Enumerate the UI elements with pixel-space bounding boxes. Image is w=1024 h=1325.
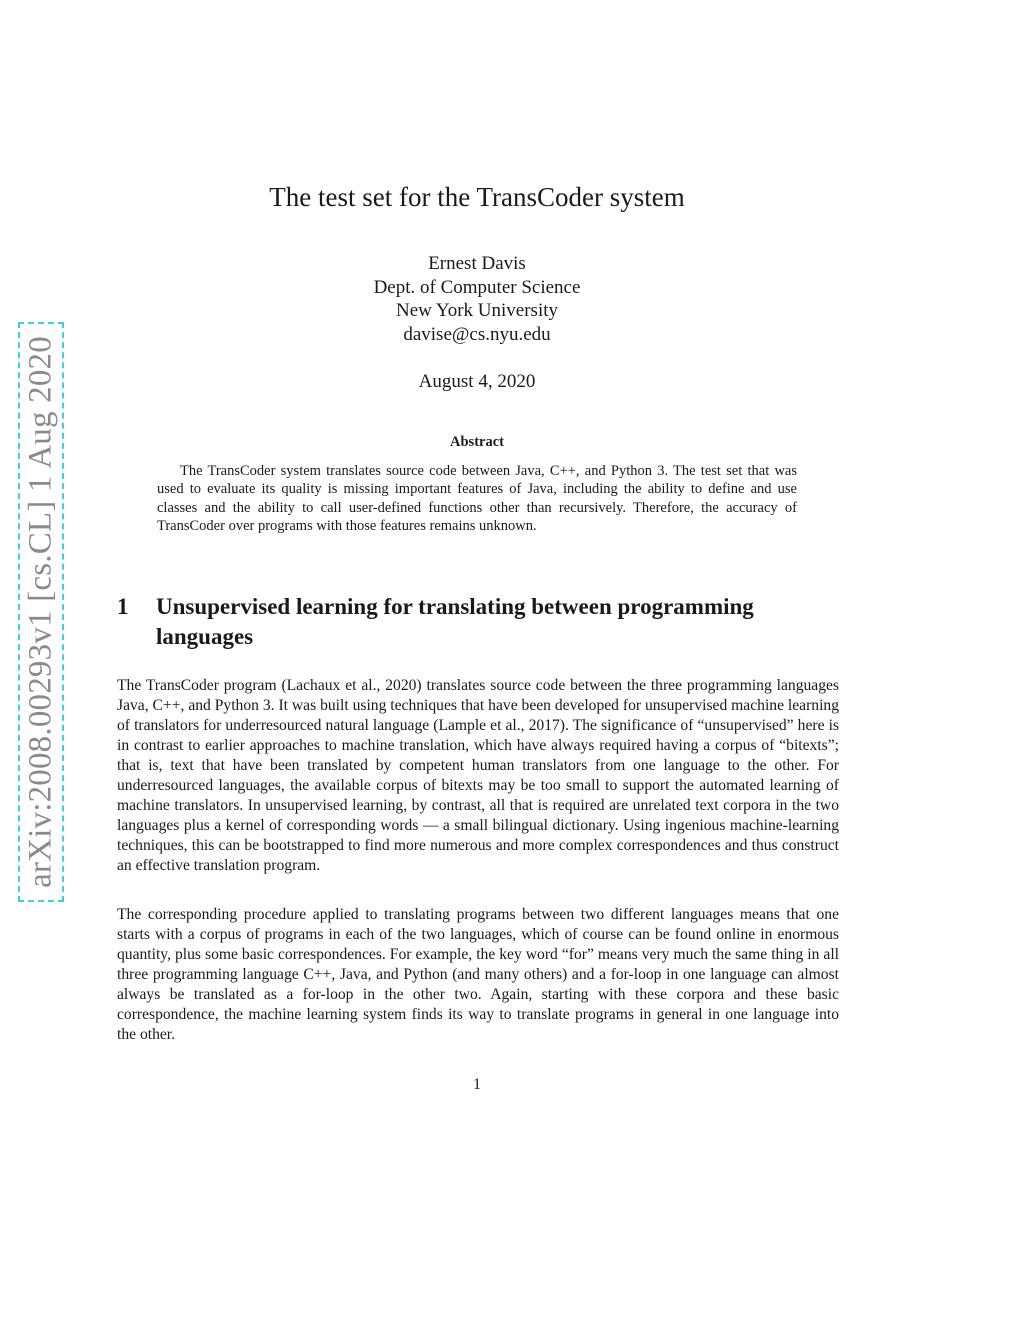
page-number: 1 bbox=[473, 1076, 481, 1093]
author-name: Ernest Davis bbox=[428, 253, 526, 274]
abstract-heading: Abstract bbox=[450, 434, 504, 450]
author-university: New York University bbox=[395, 300, 559, 321]
paper-date: August 4, 2020 bbox=[418, 371, 536, 392]
section-heading bbox=[117, 592, 839, 652]
author-email: davise@cs.nyu.edu bbox=[403, 323, 551, 345]
arxiv-stamp: arXiv:2008.00293v1 [cs.CL] 1 Aug 2020 bbox=[22, 336, 59, 888]
abstract-text: The TransCoder system translates source code between Java, C++, and Python 3. The test set that was used to evaluate its quality is missing important features of Java, including the ability to define and use classes and the ability to call user-defined functions other than recursively. Therefore, the accuracy of TransCoder over programs with those features remains unknown. bbox=[157, 463, 797, 534]
section-title: Unsupervised learning for translating between programming languages bbox=[156, 594, 754, 649]
author-block bbox=[0, 252, 954, 346]
section-number: 1 bbox=[117, 594, 129, 619]
paper-title: The test set for the TransCoder system bbox=[269, 182, 685, 212]
body-paragraph: The TransCoder program (Lachaux et al., 2020) translates source code between the three programming languages Java, C++, and Python 3. It was built using techniques that have been developed for unsupervised machine learning of translators for underresourced natural language (Lample et al., 2017). The significance of “unsupervised” here is in contrast to earlier approaches to machine translation, which have always required having a corpus of “bitexts”; that is, text that have been translated by competent human translators from one language to the other. For underresourced languages, the available corpus of bitexts may be too small to support the automated learning of machine translators. In unsupervised learning, by contrast, all that is required are unrelated text corpora in the two languages plus a kernel of corresponding words — a small bilingual dictionary. Using ingenious machine-learning techniques, this can be bootstrapped to find more numerous and more complex correspondences and thus construct an effective translation program. bbox=[117, 677, 839, 874]
body-paragraph: The corresponding procedure applied to translating programs between two different languages means that one starts with a corpus of programs in each of the two languages, which of course can be found online in enormous quantity, plus some basic correspondences. For example, the key word “for” means very much the same thing in all three programming language C++, Java, and Python (and many others) and a for-loop in one language can almost always be translated as a for-loop in the other two. Again, starting with these corpora and these basic correspondence, the machine learning system finds its way to translate programs in general in one language into the other. bbox=[117, 906, 839, 1043]
author-dept: Dept. of Computer Science bbox=[373, 276, 581, 298]
